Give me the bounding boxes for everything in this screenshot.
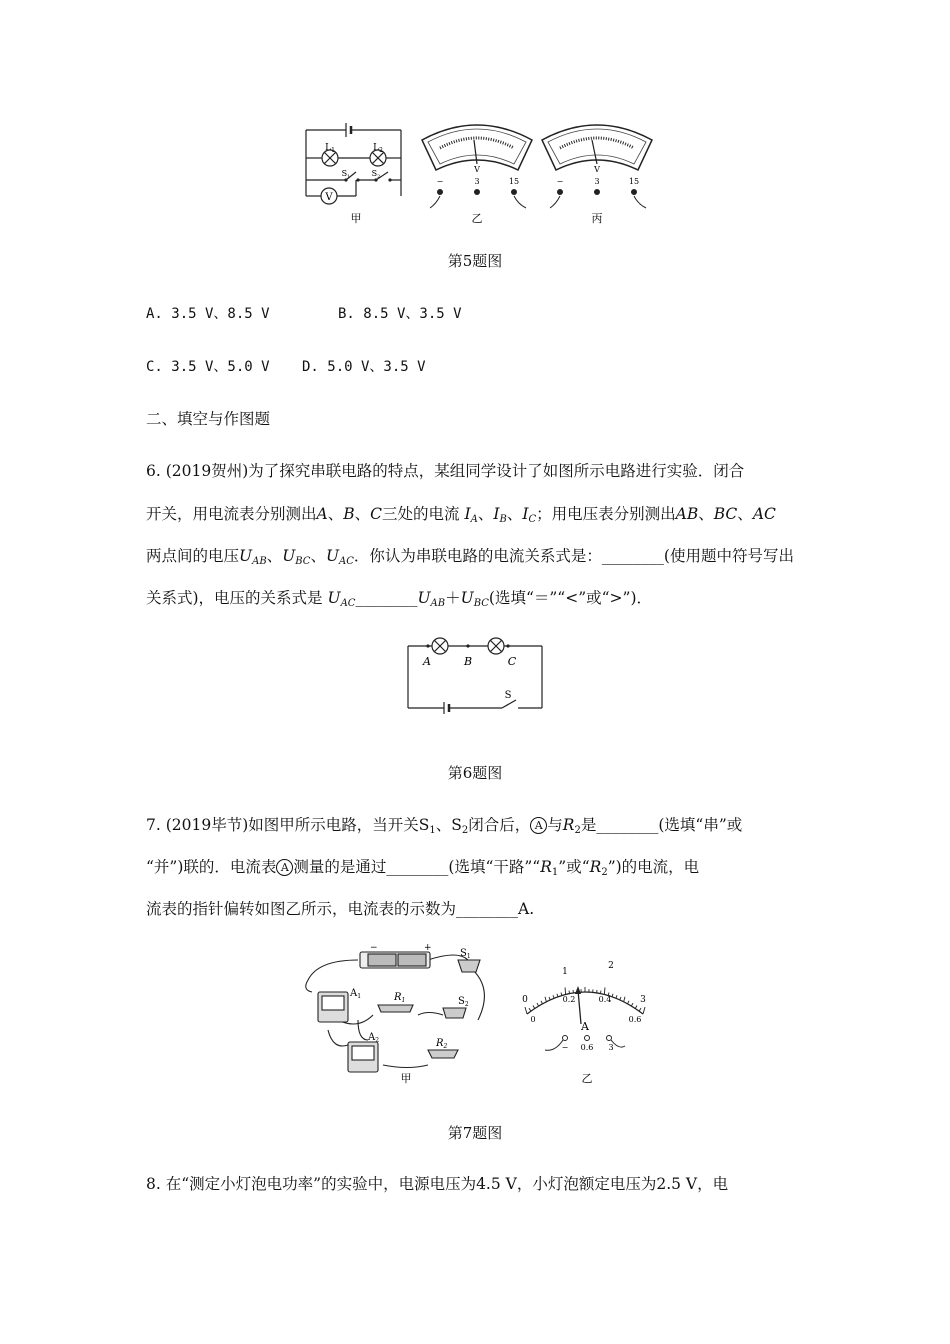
q6-line2: 开关，用电流表分别测出A、B、C三处的电流 $I_A$、$I_B$、$I_C$；用电压表分别测出AB、BC、AC [146,505,776,525]
terminal-3: 3 [594,177,600,186]
fig5-label-yi: 乙 [471,212,483,225]
section2-title: 二、填空与作图题 [146,410,271,428]
fig7-label-jia: 甲 [400,1072,412,1085]
scale-inner-0-6: 0.6 [628,1015,642,1024]
label-s2: $S_2$ [458,996,469,1008]
node-label-c: C [507,655,517,668]
fig7-yi-ammeter-scale [515,950,655,1090]
q5-option-c: C. 3.5 V、5.0 V [146,359,270,375]
fig5-label-bing: 丙 [591,212,603,225]
scale-tick [537,1003,539,1006]
q5-option-b: B. 8.5 V、3.5 V [338,306,462,322]
q6-line4: 关系式)，电压的关系式是 $U_{AC}\_\_\_\_\_\_\_\_U_{AB}+U_{BC}$(选填“＝”“<”或“>”)． [146,589,653,609]
terminal-minus: − [561,1043,569,1052]
node-label-b: B [463,655,473,668]
fig5-label-l2: $L_2$ [373,143,383,154]
terminal-minus: − [556,177,564,186]
scale-tick [525,1007,527,1014]
fig5-voltmeter-symbol: V [325,192,333,203]
q7-line3: 流表的指针偏转如图乙所示，电流表的示数为________A. [146,900,535,918]
scale-tick [545,997,546,1002]
terminal-3: 3 [474,177,480,186]
meter-unit: V [594,165,600,174]
fig5-voltmeter-bing [538,118,656,228]
switch-label-s: S [504,690,512,701]
fig5-label-jia: 甲 [350,212,362,225]
meter-unit: V [474,165,480,174]
scale-outer-2: 2 [608,961,614,971]
fig6-caption: 第6题图 [447,764,503,782]
fig7-jia-physical-circuit [298,940,498,1090]
scale-tick [541,1001,542,1004]
scale-tick [549,997,550,1000]
fig5-caption: 第5题图 [447,252,503,270]
scale-tick [643,1007,645,1014]
scale-tick [533,1006,535,1009]
scale-tick [600,991,601,994]
scale-tick [612,994,613,997]
q6-line3: 两点间的电压$U_{AB}$、$U_{BC}$、$U_{AC}$．你认为串联电路的电流关系式是：________(使用题中符号写出 [146,547,794,567]
q7-line2: “并”)联的．电流表 A 测量的是通过________(选填“干路$”“R_1$”或“$R_2$”)的电流，电 [146,858,700,878]
ammeter-symbol: A [276,859,293,876]
fig5-label-s2: $S_2$ [371,169,381,180]
label-s1: $S_1$ [460,948,471,960]
scale-tick [620,997,621,1000]
terminal-3: 3 [608,1043,614,1052]
q7-line1: 7. (2019毕节)如图甲所示电路，当开关$S_1$、$S_2$闭合后， A 与$R_2$是________(选填“串”或 [146,816,743,836]
label-a2: $A_2$ [368,1032,380,1044]
scale-tick [553,995,554,998]
scale-tick [628,1001,629,1004]
scale-tick [529,1008,531,1011]
scale-tick [604,987,605,994]
scale-tick [635,1006,637,1009]
scale-outer-3: 3 [640,995,646,1005]
scale-tick [624,997,625,1002]
scale-tick [639,1008,641,1011]
scale-tick [565,987,566,994]
terminal-15: 15 [508,177,520,186]
fig7-caption: 第7题图 [447,1124,503,1142]
node-label-a: A [423,655,431,668]
terminal-15: 15 [628,177,640,186]
meter-unit-a: A [581,1020,589,1033]
fig5-label-s1: $S_1$ [341,169,351,180]
fig5-circuit-diagram [296,118,416,228]
scale-inner-0-2: 0.2 [562,995,576,1004]
scale-outer-1: 1 [562,967,568,977]
label-r1: $R_1$ [394,992,406,1004]
fig5-label-l1: $L_1$ [325,143,335,154]
ammeter-symbol: A [530,817,547,834]
q5-option-d: D. 5.0 V、3.5 V [302,359,426,375]
scale-tick [557,994,558,997]
battery-minus: − [370,943,378,953]
battery-plus: + [424,943,432,953]
scale-outer-0: 0 [522,995,528,1005]
q8-line1: 8. 在“测定小灯泡电功率”的实验中，电源电压为4.5 V，小灯泡额定电压为2.5 V，电 [146,1175,729,1193]
q5-option-a: A. 3.5 V、8.5 V [146,306,270,322]
terminal-minus: − [436,177,444,186]
scale-tick [616,995,617,998]
label-a1: $A_1$ [350,988,362,1000]
fig7-label-yi: 乙 [581,1072,593,1085]
label-r2: $R_2$ [436,1038,448,1050]
q6-circuit-diagram [400,632,550,722]
terminal-0-6: 0.6 [580,1043,594,1052]
fig5-voltmeter-yi [418,118,536,228]
q6-line1: 6. (2019贺州)为了探究串联电路的特点，某组同学设计了如图所示电路进行实验．闭合 [146,462,745,480]
scale-tick [569,991,570,994]
scale-inner-0: 0 [530,1015,536,1024]
scale-tick [631,1003,633,1006]
scale-inner-0-4: 0.4 [598,995,612,1004]
